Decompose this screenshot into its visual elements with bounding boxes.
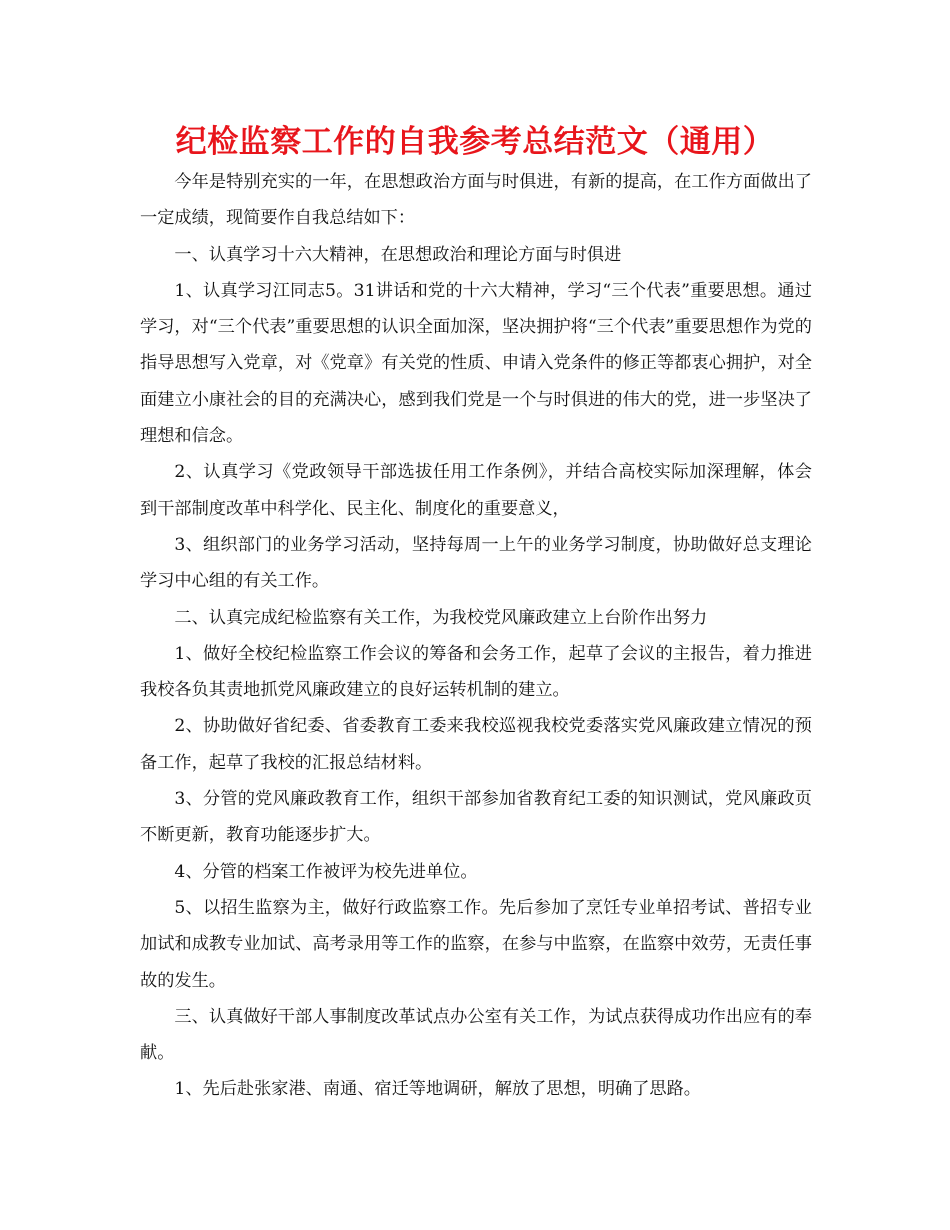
paragraph: 1、做好全校纪检监察工作会议的筹备和会务工作，起草了会议的主报告，着力推进我校各负其责地抓党风廉政建立的良好运转机制的建立。 [140, 643, 812, 701]
paragraph-intro: 今年是特别充实的一年，在思想政治方面与时俱进，有新的提高，在工作方面做出了一定成绩，现简要作自我总结如下： [140, 172, 812, 229]
paragraph: 5、以招生监察为主，做好行政监察工作。先后参加了烹饪专业单招考试、普招专业加试和成教专业加试、高考录用等工作的监察，在参与中监察，在监察中效劳，无责任事故的发生。 [140, 897, 812, 991]
paragraph: 2、认真学习《党政领导干部选拔任用工作条例》，并结合高校实际加深理解，体会到干部制度改革中科学化、民主化、制度化的重要意义， [140, 462, 812, 519]
document-title: 纪检监察工作的自我参考总结范文（通用） [175, 124, 775, 160]
paragraph: 4、分管的档案工作被评为校先进单位。 [174, 861, 478, 882]
section-heading-1: 一、认真学习十六大精神，在思想政治和理论方面与时俱进 [174, 244, 622, 265]
paragraph: 1、认真学习江同志5。31讲话和党的十六大精神，学习“三个代表”重要思想。通过学习，对“三个代表”重要思想的认识全面加深，坚决拥护将“三个代表”重要思想作为党的指导思想写入党章，对《党章》有关党的性质、申请入党条件的修正等都衷心拥护，对全面建立小康社会的目的充满决心，感到我们党是一个与时俱进的伟大的党，进一步坚决了理想和信念。 [140, 280, 812, 447]
paragraph: 2、协助做好省纪委、省委教育工委来我校巡视我校党委落实党风廉政建立情况的预备工作，起草了我校的汇报总结材料。 [140, 716, 812, 773]
section-heading-2: 二、认真完成纪检监察有关工作，为我校党风廉政建立上台阶作出努力 [174, 607, 708, 628]
paragraph: 1、先后赴张家港、南通、宿迁等地调研，解放了思想，明确了思路。 [174, 1079, 701, 1100]
section-heading-3: 三、认真做好干部人事制度改革试点办公室有关工作，为试点获得成功作出应有的奉献。 [140, 1006, 812, 1064]
document-body [140, 164, 812, 1108]
paragraph: 3、分管的党风廉政教育工作，组织干部参加省教育纪工委的知识测试，党风廉政页不断更新，教育功能逐步扩大。 [140, 789, 812, 846]
paragraph: 3、组织部门的业务学习活动，坚持每周一上午的业务学习制度，协助做好总支理论学习中心组的有关工作。 [140, 534, 812, 592]
